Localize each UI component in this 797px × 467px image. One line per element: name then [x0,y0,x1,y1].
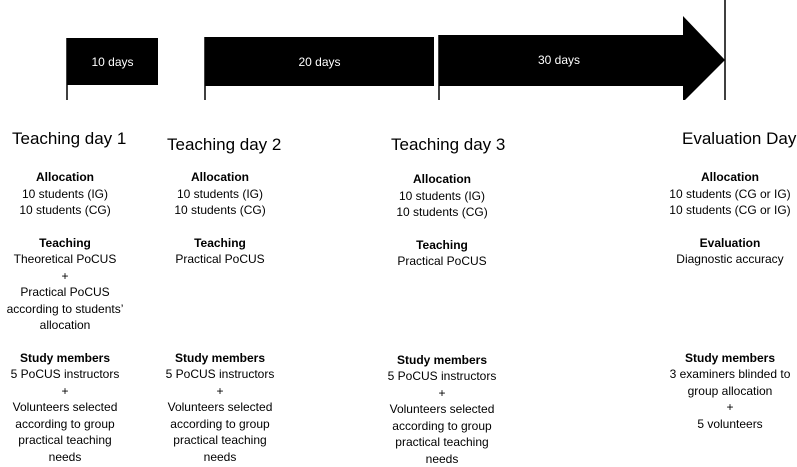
text-line: 10 students (CG or IG) [660,202,797,219]
section-heading: Allocation [377,171,507,188]
timeline [0,0,797,100]
study-members-section [660,350,797,433]
day-column-1 [0,169,130,465]
text-line: 10 students (IG) [0,186,130,203]
text-line: practical teaching [0,432,130,449]
section-heading: Study members [377,352,507,369]
text-line: + [0,383,130,400]
text-line: needs [377,451,507,467]
day-title-3: Teaching day 3 [391,135,505,155]
text-line: 3 examiners blinded to [660,366,797,383]
day-column-4 [660,169,797,432]
text-line: Practical PoCUS [377,253,507,270]
text-line: according to students’ [0,301,130,318]
section-heading: Allocation [155,169,285,186]
teaching-section [0,235,130,334]
text-line: 10 students (IG) [377,188,507,205]
text-line: Theoretical PoCUS [0,251,130,268]
section-heading: Allocation [660,169,797,186]
day-title-2: Teaching day 2 [167,135,281,155]
text-line: 10 students (IG) [155,186,285,203]
allocation-section [660,169,797,219]
text-line: 10 students (CG) [377,204,507,221]
teaching-section [377,237,507,270]
interval-label-2: 20 days [205,56,434,68]
section-heading: Teaching [0,235,130,252]
text-line: Diagnostic accuracy [660,251,797,268]
text-line: + [155,383,285,400]
text-line: 10 students (CG) [0,202,130,219]
interval-label-3: 30 days [439,54,679,66]
allocation-section [155,169,285,219]
section-heading: Study members [0,350,130,367]
text-line: + [660,399,797,416]
section-heading: Study members [155,350,285,367]
day-title-4: Evaluation Day [682,129,796,149]
text-line: group allocation [660,383,797,400]
interval-label-1: 10 days [67,56,158,68]
text-line: 5 PoCUS instructors [377,368,507,385]
text-line: according to group [155,416,285,433]
text-line: according to group [0,416,130,433]
text-line: Volunteers selected [0,399,130,416]
day-column-2 [155,169,285,465]
text-line: Practical PoCUS [155,251,285,268]
section-heading: Evaluation [660,235,797,252]
text-line: 10 students (CG or IG) [660,186,797,203]
section-heading: Teaching [377,237,507,254]
text-line: 10 students (CG) [155,202,285,219]
text-line: according to group [377,418,507,435]
text-line: needs [155,449,285,466]
text-line: practical teaching [377,434,507,451]
study-members-section [0,350,130,466]
text-line: Volunteers selected [377,401,507,418]
day-column-3 [377,171,507,467]
text-line: 5 PoCUS instructors [0,366,130,383]
section-heading: Study members [660,350,797,367]
text-line: + [0,268,130,285]
text-line: practical teaching [155,432,285,449]
day-title-1: Teaching day 1 [12,129,126,149]
text-line: Practical PoCUS [0,284,130,301]
text-line: allocation [0,317,130,334]
allocation-section [0,169,130,219]
text-line: Volunteers selected [155,399,285,416]
evaluation-section [660,235,797,268]
text-line: 5 PoCUS instructors [155,366,285,383]
text-line: + [377,385,507,402]
teaching-section [155,235,285,268]
study-members-section [377,352,507,467]
allocation-section [377,171,507,221]
text-line: 5 volunteers [660,416,797,433]
text-line: needs [0,449,130,466]
section-heading: Teaching [155,235,285,252]
study-members-section [155,350,285,466]
section-heading: Allocation [0,169,130,186]
